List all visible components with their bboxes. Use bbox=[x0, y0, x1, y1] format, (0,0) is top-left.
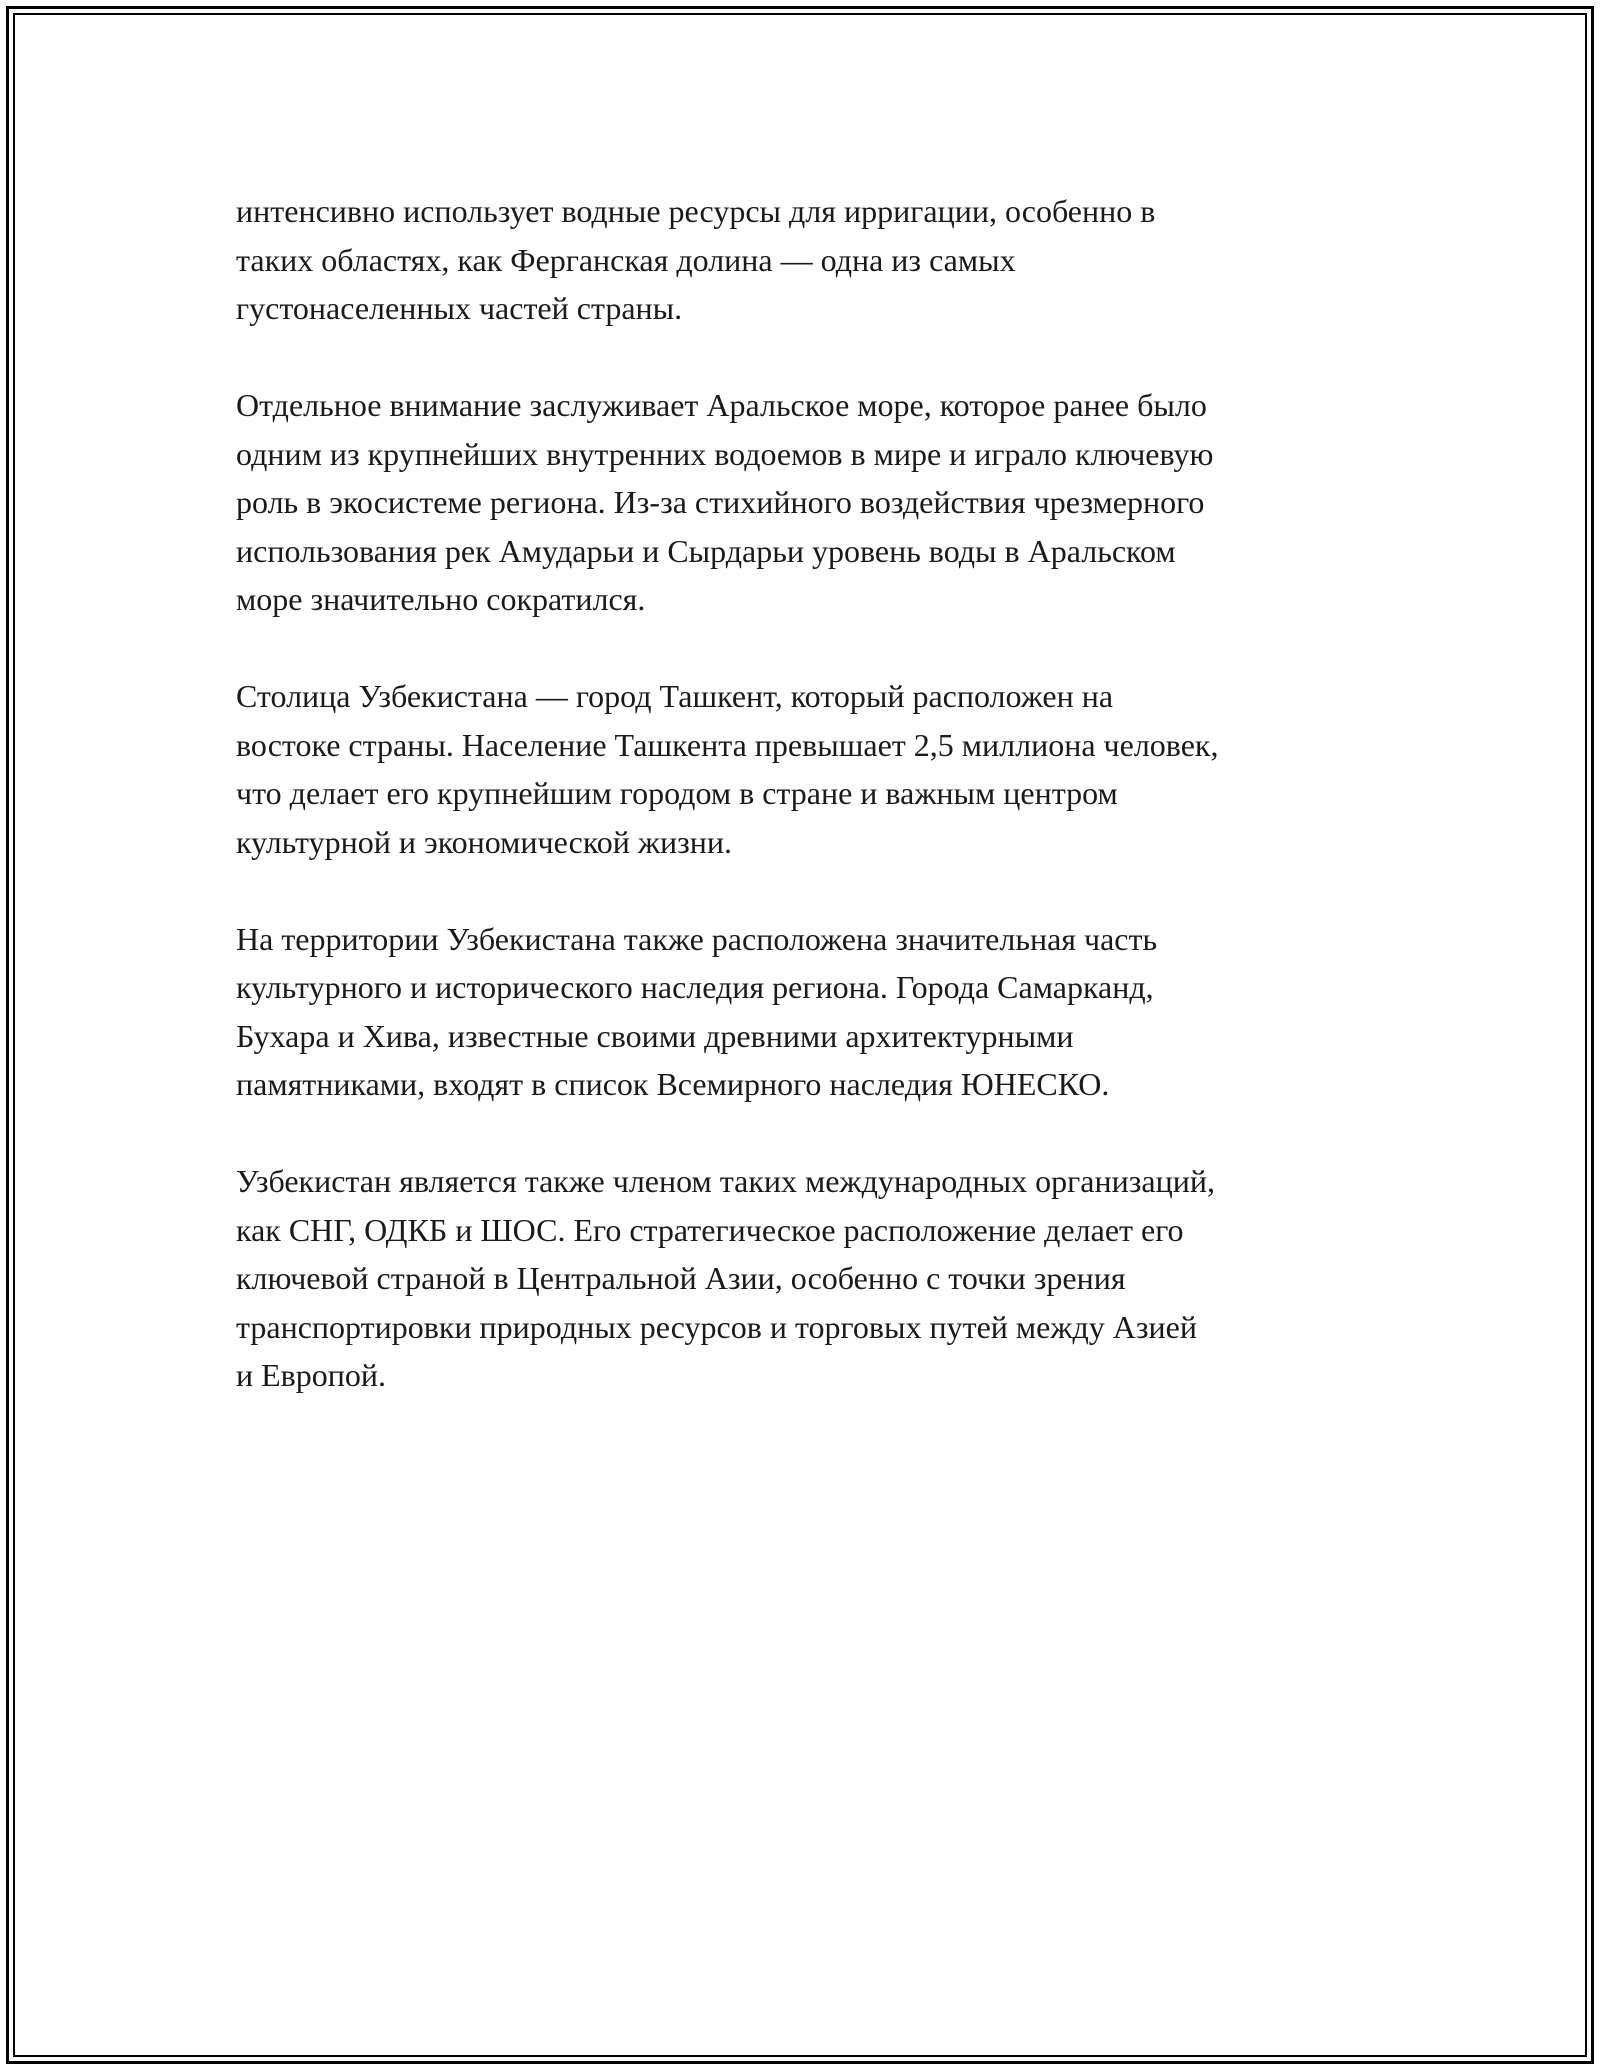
paragraph-aral-sea: Отдельное внимание заслуживает Аральское море, которое ранее было одним из крупнейших внутренних водоемов в мире и играло ключевую роль в экосистеме региона. Из-за стихийного воздействия чрезмерного использования рек Амударьи и Сырдарьи уровень воды в Аральском море значительно сократился. bbox=[236, 387, 1214, 617]
paragraph-irrigation: интенсивно использует водные ресурсы для ирригации, особенно в таких областях, как Ферганская долина — одна из самых густонаселенных частей страны. bbox=[236, 193, 1156, 326]
paragraph-international-organizations: Узбекистан является также членом таких международных организаций, как СНГ, ОДКБ и ШОС. Его стратегическое расположение делает его ключевой страной в Центральной Азии, особенно с точки зрения транспортировки природных ресурсов и торговых путей между Азией и Европой. bbox=[236, 1163, 1215, 1393]
document-body bbox=[236, 187, 1366, 1448]
paragraph-cultural-heritage: На территории Узбекистана также расположена значительная часть культурного и исторического наследия региона. Города Самарканд, Бухара и Хива, известные своими древними архитектурными памятниками, входят в список Всемирного наследия ЮНЕСКО. bbox=[236, 920, 1158, 1102]
paragraph-capital-tashkent: Столица Узбекистана — город Ташкент, который расположен на востоке страны. Население Ташкента превышает 2,5 миллиона человек, что делает его крупнейшим городом в стране и важным центром культурной и экономической жизни. bbox=[236, 678, 1219, 860]
